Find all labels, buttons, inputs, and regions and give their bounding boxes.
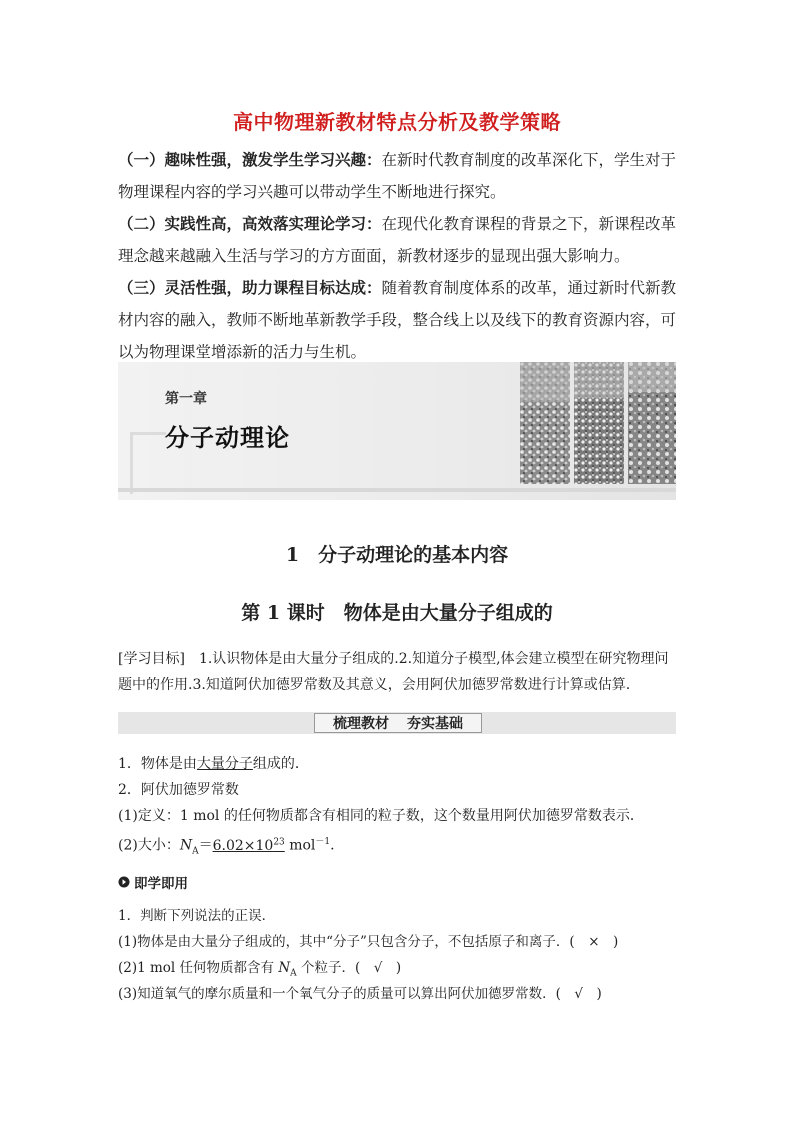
feature-paragraph-3 xyxy=(118,272,680,368)
feature-body: 随着教育制度体系的改革，通过新时代新教材内容的融入，教师不断地革新教学手段，整合线上以及线下的教育资源内容，可以为物理课堂增添新的活力与生机。 xyxy=(118,279,677,361)
content-item-1 xyxy=(118,754,688,774)
banner-decor-line xyxy=(130,432,166,435)
text-fragment: (2)1 mol 任何物质都含有 xyxy=(118,960,279,976)
goal-tag: [学习目标] xyxy=(118,651,185,667)
document-title: 高中物理新教材特点分析及教学策略 xyxy=(233,110,561,134)
feature-heading: （三）灵活性强，助力课程目标达成： xyxy=(118,278,382,297)
feature-body: 在现代化教育课程的背景之下，新课程改革理念越来越融入生活与学习的方方面面，新教材逐步的显现出强大影响力。 xyxy=(118,215,677,265)
feature-heading: （二）实践性高，高效落实理论学习： xyxy=(118,214,382,233)
chapter-label: 第一章 xyxy=(165,391,207,407)
learning-goals xyxy=(118,646,678,698)
content-item-2: 2．阿伏加德罗常数 xyxy=(118,782,239,798)
flower-photo-3 xyxy=(628,362,676,484)
section-bar-label xyxy=(314,713,482,733)
text-fragment: 个粒子．( √ ) xyxy=(296,960,402,976)
subscript-a: A xyxy=(192,846,199,857)
definition-line: (1)定义：1 mol 的任何物质都含有相同的粒子数，这个数量用阿伏加德罗常数表示． xyxy=(118,808,644,824)
feature-paragraph-1 xyxy=(118,144,680,208)
flower-photo-1 xyxy=(520,362,570,484)
bar-label-left: 梳理教材 xyxy=(333,716,389,732)
unit: mol xyxy=(284,837,316,854)
equals-sign: ＝ xyxy=(198,837,213,854)
section-bar xyxy=(118,712,676,734)
banner-decor-line xyxy=(130,432,133,494)
unit-exponent: －1 xyxy=(315,837,331,847)
question-item-2 xyxy=(118,958,688,984)
symbol-n: N xyxy=(278,960,291,976)
question-title: 1．判断下列说法的正误． xyxy=(118,908,276,924)
practice-heading-text: 即学即用 xyxy=(134,876,188,892)
subscript-a: A xyxy=(290,968,297,979)
feature-heading: （一）趣味性强，激发学生学习兴趣： xyxy=(118,150,382,169)
feature-body: 在新时代教育制度的改革深化下，学生对于物理课程内容的学习兴趣可以带动学生不断地进行探究。 xyxy=(118,151,677,201)
section-title: 1 分子动理论的基本内容 xyxy=(285,544,509,566)
feature-paragraph-2 xyxy=(118,208,680,272)
lesson-title: 第 1 课时 物体是由大量分子组成的 xyxy=(241,602,553,624)
banner-bottom-rule xyxy=(118,488,676,492)
symbol-n: N xyxy=(179,837,193,854)
bullet-circle-arrow-icon xyxy=(118,876,130,888)
exponent: 23 xyxy=(273,837,285,847)
question-item-1: (1)物体是由大量分子组成的，其中“分子”只包含分子，不包括原子和离子．( × ) xyxy=(118,934,619,950)
chapter-banner xyxy=(118,362,676,500)
chapter-title: 分子动理论 xyxy=(165,424,290,452)
avogadro-value: 6.02×10 xyxy=(212,837,274,854)
practice-heading xyxy=(118,872,188,892)
question-item-3: (3)知道氧气的摩尔质量和一个氧气分子的质量可以算出阿伏加德罗常数．( √ ) xyxy=(118,986,602,1002)
goal-text: 1.认识物体是由大量分子组成的.2.知道分子模型,体会建立模型在研究物理问题中的作用.3.知道阿伏加德罗常数及其意义，会用阿伏加德罗常数进行计算或估算. xyxy=(118,651,669,693)
text-fragment: 1．物体是由 xyxy=(118,756,197,772)
fill-in-answer xyxy=(213,838,285,854)
text-fragment: (2)大小： xyxy=(118,837,180,854)
text-fragment: . xyxy=(330,837,335,854)
text-fragment: 组成的． xyxy=(252,756,309,772)
fill-in-answer: 大量分子 xyxy=(196,756,253,772)
flower-photo-2 xyxy=(574,362,624,484)
bar-label-right: 夯实基础 xyxy=(407,716,463,732)
size-line xyxy=(118,832,688,861)
